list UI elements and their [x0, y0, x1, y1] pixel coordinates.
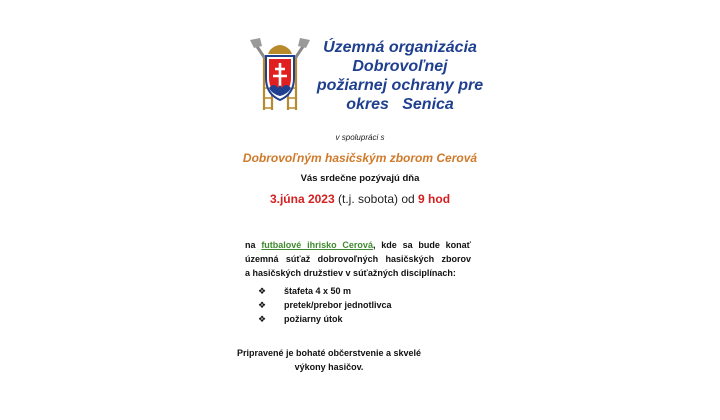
- event-date: 3.júna 2023: [269, 192, 335, 206]
- org-title-line: Dobrovoľnej: [352, 58, 448, 75]
- discipline-label: požiarny útok: [284, 314, 343, 324]
- description-line: územná súťaž dobrovoľných hasičských zborov: [245, 254, 471, 264]
- org-title-line: požiarnej ochrany pre: [316, 77, 484, 94]
- discipline-label: pretek/prebor jednotlivca: [284, 300, 392, 310]
- organization-title: [300, 38, 500, 114]
- disciplines-list: [258, 284, 392, 326]
- diamond-bullet-icon: ❖: [258, 286, 267, 296]
- closing-text: [0, 346, 658, 374]
- diamond-bullet-icon: ❖: [258, 314, 267, 324]
- discipline-label: štafeta 4 x 50 m: [284, 286, 352, 296]
- host-organization: Dobrovoľným hasičským zborom Cerová: [242, 151, 478, 165]
- invite-text: Vás srdečne pozývajú dňa: [300, 173, 420, 184]
- event-day: (t.j. sobota) od: [334, 192, 419, 206]
- org-title-line: Územná organizácia: [323, 39, 477, 56]
- list-item: [258, 284, 392, 298]
- event-description: [245, 238, 471, 280]
- event-date-line: [0, 192, 720, 206]
- description-prefix: na: [245, 240, 262, 250]
- venue-link[interactable]: futbalové ihrisko Cerová: [261, 240, 373, 250]
- cooperation-text: v spolupráci s: [335, 133, 385, 142]
- list-item: [258, 298, 392, 312]
- list-item: [258, 312, 392, 326]
- closing-line: výkony hasičov.: [294, 362, 364, 372]
- event-time: 9 hod: [418, 192, 451, 206]
- description-line: a hasičských družstiev v súťažných disciplínach:: [245, 268, 456, 278]
- closing-line: Pripravené je bohaté občerstvenie a skvelé: [236, 348, 422, 358]
- description-line: [245, 238, 471, 252]
- org-title-line: okres Senica: [346, 96, 454, 113]
- diamond-bullet-icon: ❖: [258, 300, 267, 310]
- description-rest: , kde sa bude konať: [372, 240, 471, 250]
